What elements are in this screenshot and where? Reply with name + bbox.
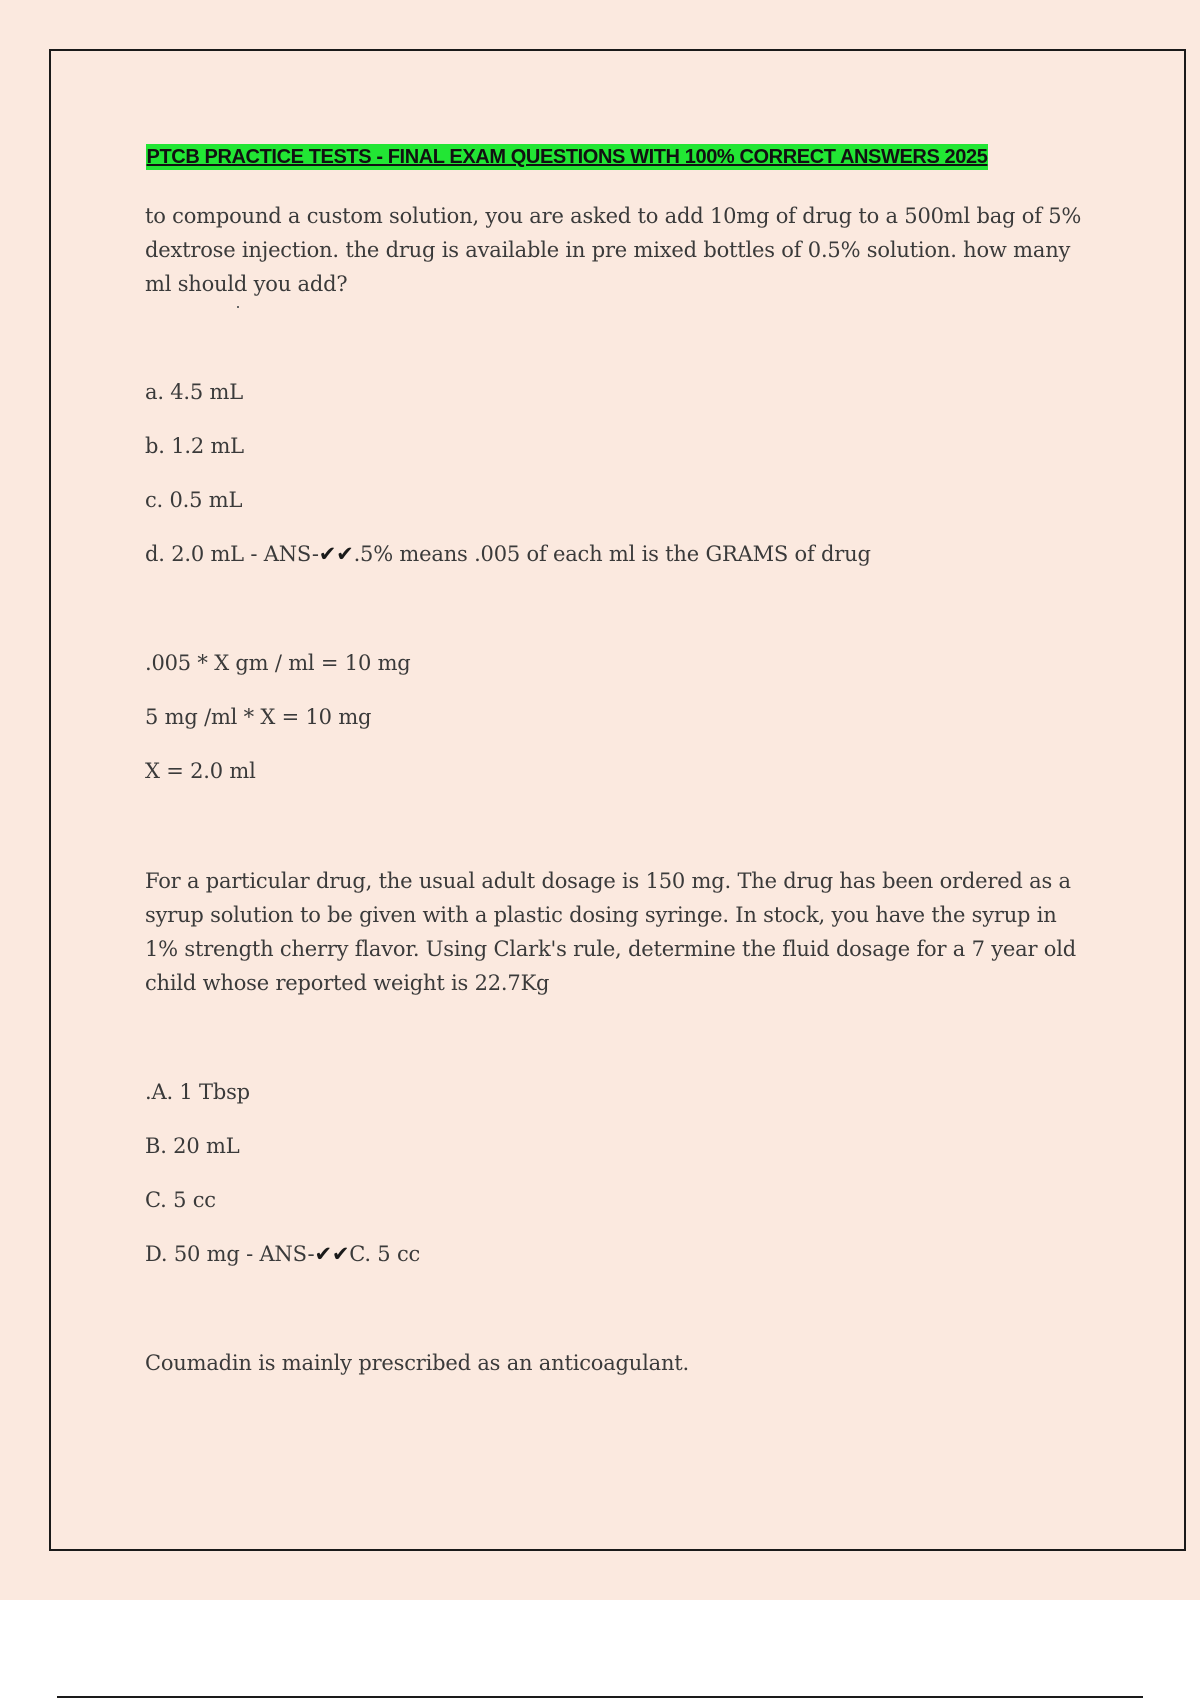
question-2-option-c: C. 5 cc bbox=[145, 1188, 216, 1212]
question-1-option-a: a. 4.5 mL bbox=[145, 380, 244, 404]
option-d-label: D. 50 mg - ANS- bbox=[145, 1242, 315, 1266]
footer-rule bbox=[57, 1696, 1143, 1698]
answer-explanation: .5% means .005 of each ml is the GRAMS of drug bbox=[353, 542, 871, 566]
work-line-1: .005 * X gm / ml = 10 mg bbox=[145, 651, 411, 675]
question-2-option-b: B. 20 mL bbox=[145, 1134, 240, 1158]
question-1-option-c: c. 0.5 mL bbox=[145, 488, 243, 512]
question-1-option-b: b. 1.2 mL bbox=[145, 434, 244, 458]
work-line-3: X = 2.0 ml bbox=[145, 759, 256, 783]
question-2-option-d bbox=[145, 1242, 420, 1266]
double-check-icon: ✔✔ bbox=[318, 542, 354, 566]
question-2-option-a: .A. 1 Tbsp bbox=[145, 1080, 250, 1104]
question-2-text: For a particular drug, the usual adult dosage is 150 mg. The drug has been ordered as a syrup solution to be given with a plastic dosing syringe. In stock, you have the syrup in 1% strength cherry flavor. Using Clark's rule, determine the fluid dosage for a 7 year old child whose reported weight is 22.7Kg bbox=[145, 869, 1076, 995]
question-1-text: to compound a custom solution, you are asked to add 10mg of drug to a 500ml bag of 5% dextrose injection. the drug is available in pre mixed bottles of 0.5% solution. how many ml should you add? bbox=[145, 204, 1082, 296]
statement-3: Coumadin is mainly prescribed as an anticoagulant. bbox=[145, 1351, 689, 1375]
document-title: PTCB PRACTICE TESTS - FINAL EXAM QUESTIONS WITH 100% CORRECT ANSWERS 2025 bbox=[146, 146, 988, 168]
answer-text: C. 5 cc bbox=[349, 1242, 421, 1266]
title-container bbox=[0, 144, 1167, 170]
work-line-2: 5 mg /ml * X = 10 mg bbox=[145, 705, 372, 729]
question-1-option-d bbox=[145, 542, 871, 566]
stray-dot bbox=[237, 306, 239, 308]
option-d-label: d. 2.0 mL - ANS- bbox=[145, 542, 319, 566]
double-check-icon: ✔✔ bbox=[314, 1242, 350, 1266]
